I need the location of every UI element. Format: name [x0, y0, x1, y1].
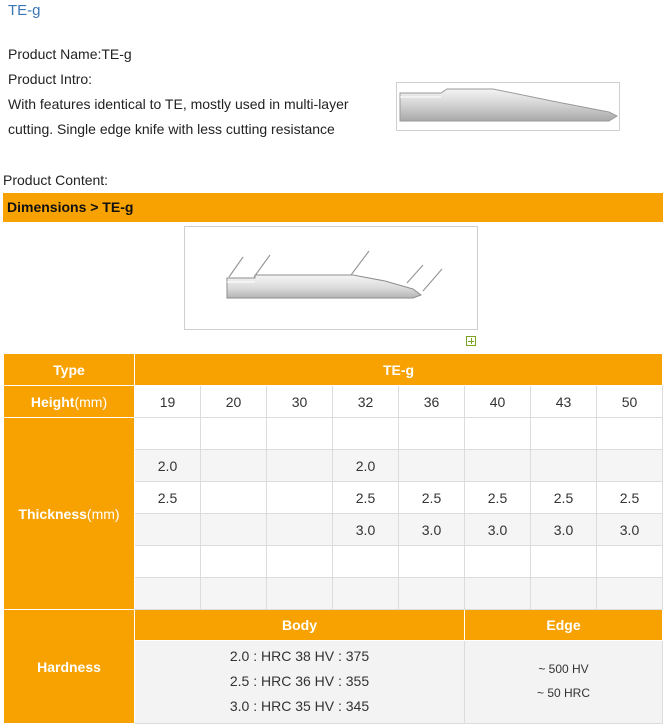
product-intro-label: Product Intro: — [8, 71, 93, 87]
thickness-cell: 3.0 — [465, 514, 531, 546]
thickness-cell — [399, 546, 465, 578]
thickness-cell — [267, 546, 333, 578]
height-cell: 20 — [201, 386, 267, 418]
thickness-cell: 2.5 — [597, 482, 663, 514]
spec-table — [3, 353, 663, 724]
thickness-cell: 2.0 — [135, 450, 201, 482]
thickness-cell: 2.5 — [333, 482, 399, 514]
height-cell: 50 — [597, 386, 663, 418]
thickness-cell: 3.0 — [399, 514, 465, 546]
thickness-cell: 2.5 — [531, 482, 597, 514]
thickness-cell: 2.5 — [135, 482, 201, 514]
zoom-icon[interactable] — [466, 336, 476, 346]
thickness-cell — [531, 578, 597, 610]
product-content-label: Product Content: — [3, 172, 109, 188]
thickness-cell — [135, 546, 201, 578]
height-cell: 32 — [333, 386, 399, 418]
dimensions-header: Dimensions > TE-g — [3, 193, 663, 222]
thickness-cell — [597, 450, 663, 482]
product-name: Product Name:TE-g — [8, 46, 132, 62]
thickness-cell: 3.0 — [531, 514, 597, 546]
thickness-cell — [267, 514, 333, 546]
body-hardness-line: 3.0 : HRC 35 HV : 345 — [229, 698, 370, 714]
height-cell: 40 — [465, 386, 531, 418]
knife-diagram-image — [185, 227, 477, 329]
thickness-cell — [201, 514, 267, 546]
thickness-cell — [333, 418, 399, 450]
thickness-cell — [597, 546, 663, 578]
thickness-cell: 2.5 — [465, 482, 531, 514]
thickness-cell — [465, 578, 531, 610]
thickness-cell — [597, 418, 663, 450]
thickness-cell: 2.5 — [399, 482, 465, 514]
thickness-cell — [399, 578, 465, 610]
hardness-header: Hardness — [4, 610, 135, 724]
thickness-cell: 3.0 — [597, 514, 663, 546]
thickness-cell — [267, 482, 333, 514]
body-hardness-line: 2.5 : HRC 36 HV : 355 — [229, 673, 370, 689]
height-cell: 19 — [135, 386, 201, 418]
thickness-cell — [531, 418, 597, 450]
edge-hardness-line: ~ 500 HV — [538, 662, 589, 676]
thickness-cell — [531, 546, 597, 578]
thickness-header: Thickness(mm) — [4, 418, 135, 610]
body-hardness-values — [135, 641, 465, 724]
type-header: Type — [4, 354, 135, 386]
type-value: TE-g — [135, 354, 663, 386]
body-header: Body — [135, 610, 465, 641]
knife-thumbnail[interactable] — [396, 82, 620, 131]
edge-header: Edge — [465, 610, 663, 641]
height-cell: 30 — [267, 386, 333, 418]
thickness-cell — [267, 418, 333, 450]
thickness-cell — [201, 578, 267, 610]
thickness-cell — [399, 450, 465, 482]
thickness-cell — [465, 450, 531, 482]
thickness-cell: 2.0 — [333, 450, 399, 482]
thickness-cell — [135, 418, 201, 450]
thickness-cell — [267, 578, 333, 610]
edge-hardness-line: ~ 50 HRC — [536, 686, 591, 700]
edge-hardness-values — [465, 641, 663, 724]
height-cell: 36 — [399, 386, 465, 418]
thickness-cell — [531, 450, 597, 482]
thickness-cell — [333, 546, 399, 578]
height-header: Height(mm) — [4, 386, 135, 418]
thickness-cell — [333, 578, 399, 610]
page-title: TE-g — [8, 2, 41, 19]
thickness-cell — [267, 450, 333, 482]
height-cell: 43 — [531, 386, 597, 418]
knife-thumbnail-image — [397, 83, 619, 130]
thickness-cell — [465, 418, 531, 450]
body-hardness-line: 2.0 : HRC 38 HV : 375 — [229, 648, 370, 664]
thickness-cell — [135, 578, 201, 610]
thickness-cell — [201, 418, 267, 450]
thickness-cell — [201, 450, 267, 482]
thickness-cell — [399, 418, 465, 450]
thickness-cell — [201, 546, 267, 578]
thickness-cell — [201, 482, 267, 514]
knife-diagram — [184, 226, 478, 330]
thickness-cell — [135, 514, 201, 546]
thickness-cell — [597, 578, 663, 610]
thickness-cell — [465, 546, 531, 578]
product-intro-text: With features identical to TE, mostly used in multi-layer cutting. Single edge knife with less cutting resistance — [8, 96, 349, 137]
thickness-cell: 3.0 — [333, 514, 399, 546]
